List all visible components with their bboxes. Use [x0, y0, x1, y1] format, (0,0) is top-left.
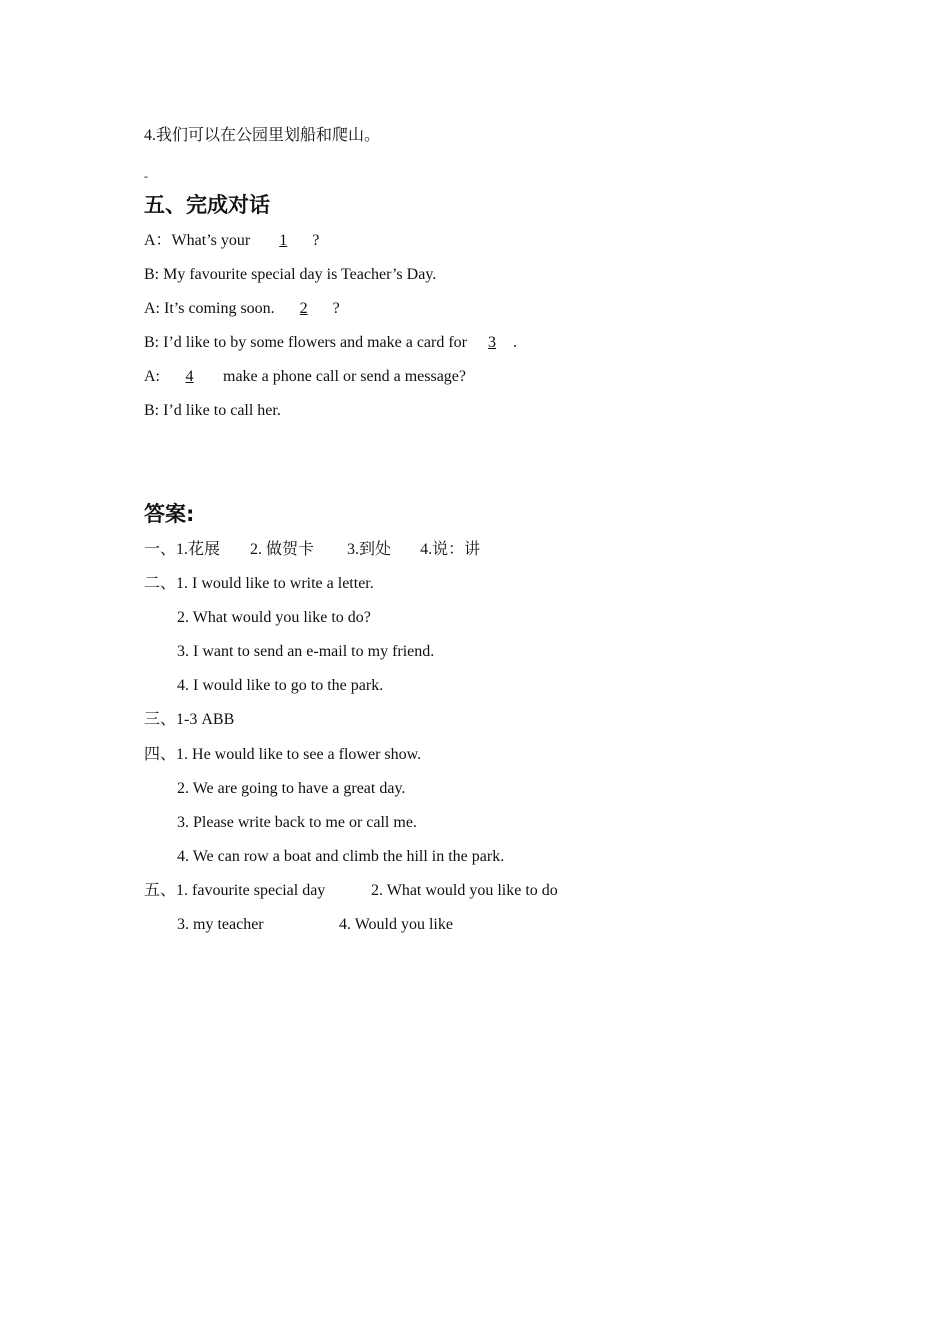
answer-1-4: 4.说：讲: [420, 541, 481, 558]
dialogue-line-3: [144, 299, 340, 319]
separator: -: [144, 169, 148, 183]
answer-2-4: 4. I would like to go to the park.: [177, 677, 384, 694]
answer-2-2: 2. What would you like to do?: [177, 609, 371, 626]
dialogue-line-1: [144, 231, 319, 251]
answer-4-4: 4. We can row a boat and climb the hill in the park.: [177, 848, 505, 865]
answers-title: 答案:: [144, 502, 195, 526]
answer-4-2: 2. We are going to have a great day.: [177, 780, 406, 797]
blank-3: 3: [488, 334, 497, 351]
answer-5-4: 4. Would you like: [339, 916, 453, 933]
answer-section-4-label: 四、: [144, 746, 177, 763]
answer-section-3: [144, 710, 234, 730]
dialogue-line-5: [144, 367, 466, 387]
answer-5-3: 3. my teacher: [177, 916, 264, 933]
dialogue-line-1-end: ?: [312, 232, 320, 249]
answer-2-1: 1. I would like to write a letter.: [176, 575, 374, 592]
answer-2-3: 3. I want to send an e-mail to my friend.: [177, 643, 435, 660]
dialogue-line-3-end: ?: [332, 300, 340, 317]
answer-section-1-label: 一、: [144, 541, 177, 558]
answer-1-2: 2. 做贺卡: [250, 541, 315, 558]
answer-3: 1-3 ABB: [176, 711, 235, 728]
dialogue-line-4-text: B: I’d like to by some flowers and make a card for: [144, 334, 472, 351]
blank-1: 1: [279, 232, 288, 249]
answer-section-2: [144, 574, 374, 594]
answer-section-5: [144, 881, 325, 901]
answer-4-3: 3. Please write back to me or call me.: [177, 814, 417, 831]
top-item: 4.我们可以在公园里划船和爬山。: [144, 127, 381, 144]
blank-4: 4: [185, 368, 194, 385]
dialogue-line-4-end: .: [513, 334, 518, 351]
answer-section-3-label: 三、: [144, 711, 177, 728]
dialogue-line-1-text: A：What’s your: [144, 232, 255, 249]
answer-5-2: 2. What would you like to do: [371, 882, 558, 899]
dialogue-line-5-end: make a phone call or send a message?: [219, 368, 467, 385]
dialogue-line-3-text: A: It’s coming soon.: [144, 300, 275, 317]
dialogue-line-5-text: A:: [144, 368, 160, 385]
answer-4-1: 1. He would like to see a flower show.: [176, 746, 422, 763]
dialogue-line-4: [144, 333, 517, 353]
blank-2: 2: [299, 300, 308, 317]
dialogue-line-2: B: My favourite special day is Teacher’s Day.: [144, 266, 437, 283]
answer-section-5-label: 五、: [144, 882, 177, 899]
answer-5-1: 1. favourite special day: [176, 882, 326, 899]
dialogue-line-6: B: I’d like to call her.: [144, 402, 281, 419]
answer-section-1: [144, 540, 480, 560]
answer-section-2-label: 二、: [144, 575, 177, 592]
answer-1-3: 3.到处: [347, 541, 392, 558]
answer-1-1: 1.花展: [176, 541, 221, 558]
section5-title: 五、完成对话: [144, 193, 270, 217]
answer-section-4: [144, 745, 421, 765]
